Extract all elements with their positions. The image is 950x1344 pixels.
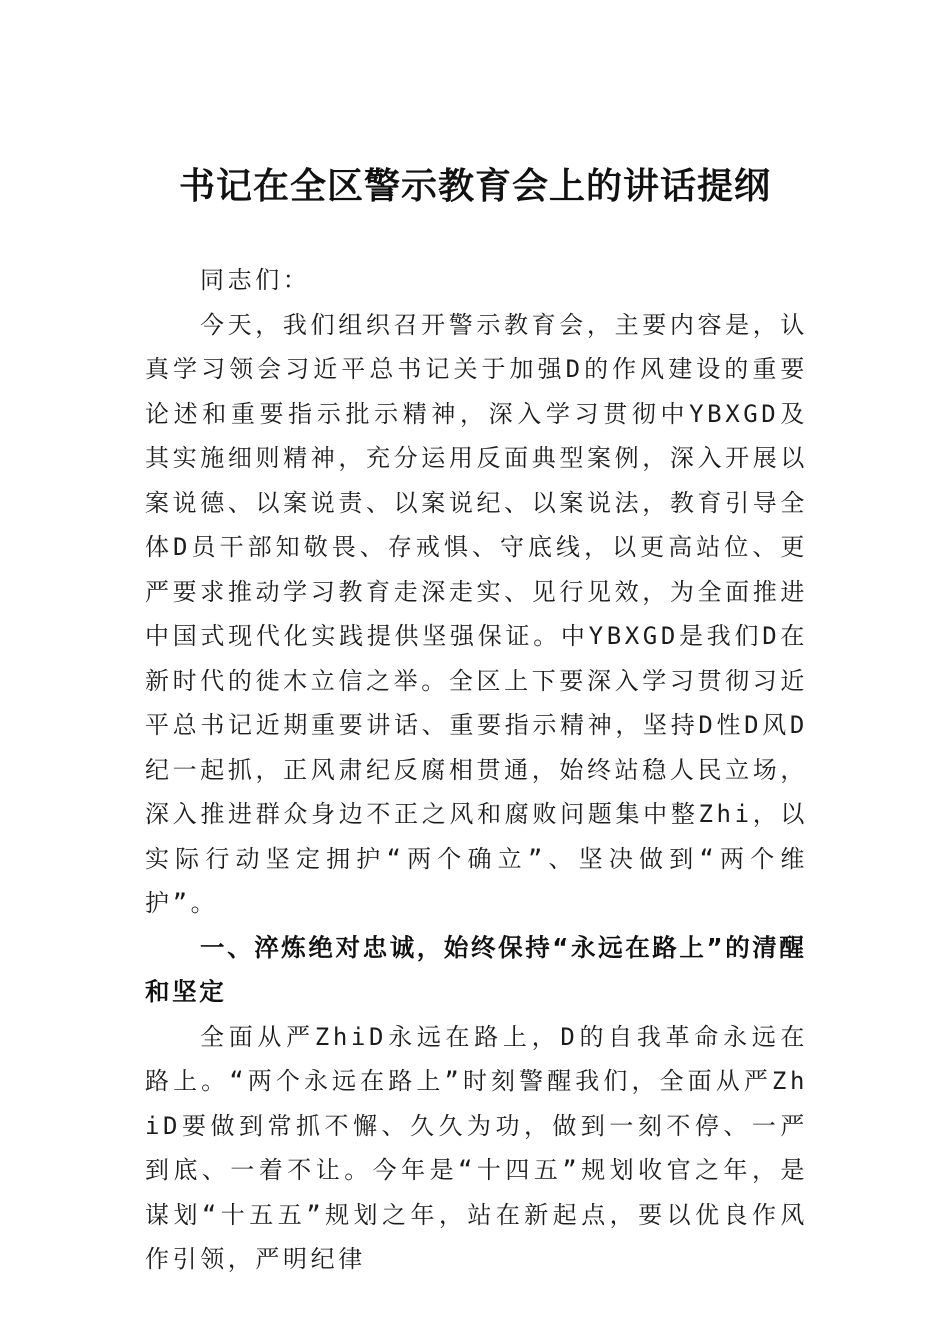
section-heading-1: 一、淬炼绝对忠诚，始终保持“永远在路上”的清醒和坚定 [145,932,807,1006]
section-paragraph-1: 全面从严ZhiD永远在路上，D的自我革命永远在路上。“两个永远在路上”时刻警醒我们，全面从严ZhiD要做到常抓不懈、久久为功，做到一刻不停、一严到底、一着不让。今年是“十四五”规划收官之年，是谋划“十五五”规划之年，站在新起点，要以优良作风作引领，严明纪律 [145,1022,808,1273]
document-title: 书记在全区警示教育会上的讲话提纲 [178,165,771,207]
document-body [145,258,808,1282]
salutation: 同志们： [200,266,311,294]
intro-paragraph: 今天，我们组织召开警示教育会，主要内容是，认真学习领会习近平总书记关于加强D的作风建设的重要论述和重要指示批示精神，深入学习贯彻中YBXGD及其实施细则精神，充分运用反面典型案例，深入开展以案说德、以案说责、以案说纪、以案说法，教育引导全体D员干部知敬畏、存戒惧、守底线，以更高站位、更严要求推动学习教育走深走实、见行见效，为全面推进中国式现代化实践提供坚强保证。中YBXGD是我们D在新时代的徙木立信之举。全区上下要深入学习贯彻习近平总书记近期重要讲话、重要指示精神，坚持D性D风D纪一起抓，正风肃纪反腐相贯通，始终站稳人民立场，深入推进群众身边不正之风和腐败问题集中整Zhi，以实际行动坚定拥护“两个确立”、坚决做到“两个维护”。 [145,310,808,917]
